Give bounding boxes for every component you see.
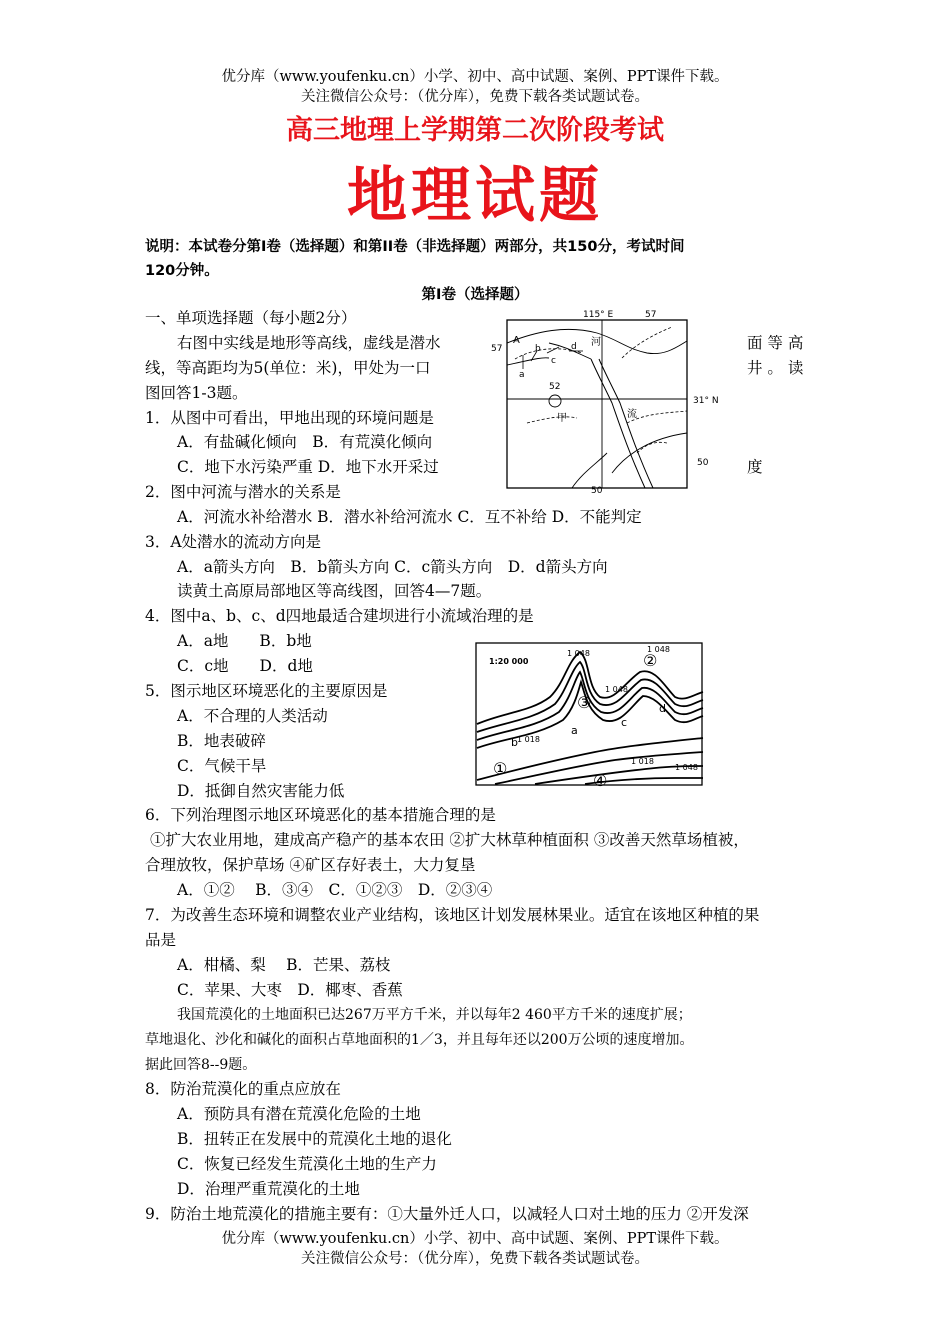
map1-lat-label: 31° N: [693, 396, 719, 406]
map1-arrow-c: c: [551, 356, 556, 366]
map2-marker-3: ③: [577, 693, 592, 712]
q3-options: A．a箭头方向 B．b箭头方向 C．c箭头方向 D．d箭头方向: [177, 558, 608, 576]
map2-elev-3: 1 048: [605, 685, 628, 694]
map1-well-jia: 甲: [557, 413, 567, 424]
map2-elev-2: 1 048: [647, 645, 670, 654]
map1-arrow-a: a: [519, 370, 525, 380]
q9-stem: 9．防治土地荒漠化的措施主要有：①大量外迁人口，以减轻人口对土地的压力 ②开发深: [145, 1205, 749, 1223]
intro-line-2: 120分钟。: [145, 263, 219, 279]
passage3-line1: 我国荒漠化的土地面积已达267万平方千米，并以每年2 460平方千米的速度扩展；: [177, 1007, 692, 1023]
map1-arrow-b: b: [535, 344, 541, 354]
map1-arrow-d: d: [571, 342, 577, 352]
q6-items-2: 合理放牧，保护草场 ④矿区存好表土，大力复垦: [145, 856, 476, 874]
q3-stem: 3．A处潜水的流动方向是: [145, 533, 322, 551]
q8-option-a: A．预防具有潜在荒漠化危险的土地: [177, 1105, 421, 1123]
map1-river-he: 河: [591, 337, 601, 348]
q8-stem: 8．防治荒漠化的重点应放在: [145, 1080, 341, 1098]
q1-options-2: C．地下水污染严重 D．地下水开采过: [177, 458, 439, 476]
q5-option-b: B．地表破碎: [177, 732, 266, 750]
map2-elev-6: 1 048: [675, 763, 698, 772]
q6-items-1: ①扩大农业用地，建成高产稳产的基本农田 ②扩大林草种植面积 ③改善天然草场植被，: [150, 831, 749, 849]
map2-elev-4: 1 018: [517, 735, 540, 744]
map2-point-d: d: [659, 702, 666, 715]
q5-option-a: A．不合理的人类活动: [177, 707, 328, 725]
q1-options-2-end: 度: [747, 458, 763, 476]
section-title: 第Ⅰ卷（选择题）: [421, 287, 529, 303]
map1-contour-50-right: 50: [697, 458, 709, 468]
map2-point-c: c: [621, 716, 628, 729]
map1-contour-57-left: 57: [491, 344, 503, 354]
q5-option-c: C．气候干旱: [177, 757, 267, 775]
map2-elev-5: 1 018: [631, 757, 654, 766]
q6-options: A．①② B．③④ C．①②③ D．②③④: [177, 881, 493, 899]
groundwater-contour-map: [487, 303, 732, 496]
passage2: 读黄土高原局部地区等高线图，回答4—7题。: [177, 582, 492, 600]
map1-label-A: A: [513, 335, 520, 346]
header-line-2: 关注微信公众号：（优分库），免费下载各类试题试卷。: [301, 89, 649, 105]
q7-stem-1: 7．为改善生态环境和调整农业产业结构，该地区计划发展林果业。适宜在该地区种植的果: [145, 906, 760, 924]
q5-option-d: D．抵御自然灾害能力低: [177, 782, 345, 800]
passage1-line3: 图回答1-3题。: [145, 384, 248, 402]
map2-marker-1: ①: [493, 759, 508, 778]
exam-title: 地理试题: [347, 161, 603, 231]
q4-stem: 4．图中a、b、c、d四地最适合建坝进行小流域治理的是: [145, 607, 534, 625]
passage1-line1-right: 面 等 高: [747, 334, 804, 352]
q8-option-b: B．扭转正在发展中的荒漠化土地的退化: [177, 1130, 452, 1148]
footer-line-1: 优分库（www.youfenku.cn）小学、初中、高中试题、案例、PPT课件下载。: [221, 1231, 729, 1247]
map2-point-a: a: [571, 724, 578, 737]
q7-options-1: A．柑橘、梨 B．芒果、荔枝: [177, 956, 391, 974]
map1-contour-52: 52: [549, 382, 561, 392]
footer-line-2: 关注微信公众号：（优分库），免费下载各类试题试卷。: [301, 1251, 649, 1267]
q4-options-1: A．a地 B．b地: [177, 632, 312, 650]
passage1-line2-left: 线，等高距均为5(单位：米)，甲处为一口: [145, 359, 431, 377]
map2-marker-4: ④: [593, 771, 608, 787]
map1-river-liu: 流: [627, 409, 637, 420]
passage1-line2-right: 井 。 读: [747, 359, 804, 377]
map2-scale: 1:20 000: [489, 657, 529, 666]
map1-contour-50-bottom: 50: [591, 486, 603, 496]
intro-line-1: 说明：本试卷分第Ⅰ卷（选择题）和第II卷（非选择题）两部分，共150分，考试时间: [145, 239, 685, 255]
exam-subtitle: 高三地理上学期第二次阶段考试: [286, 115, 664, 146]
map2-marker-2: ②: [643, 651, 658, 670]
map1-contour-57-top: 57: [645, 310, 657, 320]
map2-point-b: b: [511, 736, 518, 749]
q7-stem-2: 品是: [145, 931, 177, 949]
map2-elev-1: 1 048: [567, 649, 590, 658]
q8-option-d: D．治理严重荒漠化的土地: [177, 1180, 360, 1198]
passage1-line1-left: 右图中实线是地形等高线，虚线是潜水: [177, 334, 441, 352]
q5-stem: 5．图示地区环境恶化的主要原因是: [145, 682, 388, 700]
q2-options: A．河流水补给潜水 B．潜水补给河流水 C．互不补给 D．不能判定: [177, 508, 642, 526]
passage3-line2: 草地退化、沙化和碱化的面积占草地面积的1／3，并且每年还以200万公顷的速度增加。: [145, 1032, 694, 1048]
q1-stem: 1．从图中可看出，甲地出现的环境问题是: [145, 409, 434, 427]
q1-options-1: A．有盐碱化倾向 B．有荒漠化倾向: [177, 433, 433, 451]
header-line-1: 优分库（www.youfenku.cn）小学、初中、高中试题、案例、PPT课件下载。: [221, 69, 729, 85]
map1-lon-label: 115° E: [583, 310, 614, 320]
q7-options-2: C．苹果、大枣 D．椰枣、香蕉: [177, 981, 403, 999]
loess-contour-map: [475, 642, 705, 787]
passage3-line3: 据此回答8--9题。: [145, 1057, 257, 1073]
q8-option-c: C．恢复已经发生荒漠化土地的生产力: [177, 1155, 437, 1173]
q6-stem: 6．下列治理图示地区环境恶化的基本措施合理的是: [145, 806, 496, 824]
q4-options-2: C．c地 D．d地: [177, 657, 313, 675]
q2-stem: 2．图中河流与潜水的关系是: [145, 483, 341, 501]
part-heading: 一、单项选择题（每小题2分）: [145, 309, 357, 327]
